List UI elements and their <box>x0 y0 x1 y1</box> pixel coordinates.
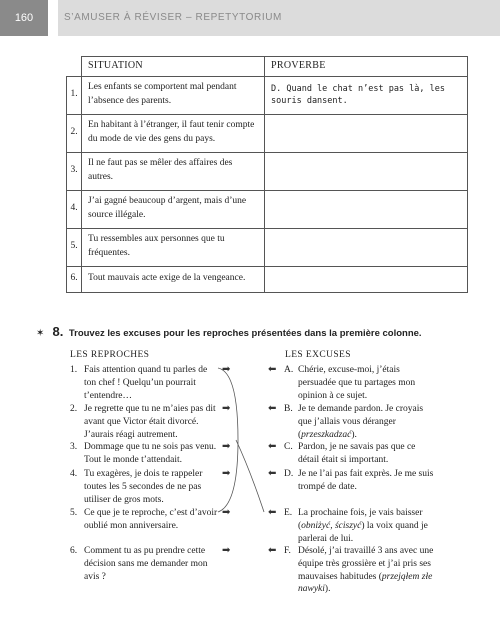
reproche-number: 2. <box>70 404 78 414</box>
proverbe-answer[interactable]: D. Quand le chat n’est pas là, les souris dansent. <box>265 76 468 114</box>
exercise-number: 8. <box>52 324 64 339</box>
excuse-item <box>284 441 434 467</box>
situation-cell: Tu ressembles aux personnes que tu fréquentes. <box>82 228 265 266</box>
excuse-text <box>298 403 434 441</box>
row-number: 4. <box>67 190 82 228</box>
arrow-right-icon: ➡ <box>222 545 231 556</box>
excuse-item <box>284 545 434 596</box>
exercise-instruction: Trouvez les excuses pour les reproches présentées dans la première colonne. <box>68 328 422 339</box>
running-title: S’AMUSER À RÉVISER – REPETYTORIUM <box>58 0 500 36</box>
excuse-text: Chérie, excuse-moi, j’étais persuadée que tu partages mon opinion à ce sujet. <box>298 365 416 401</box>
excuse-item <box>284 403 434 441</box>
excuse-letter: A. <box>284 365 294 375</box>
col-proverbe-header: PROVERBE <box>265 57 468 77</box>
reproche-number: 4. <box>70 469 78 479</box>
reproche-text: Fais attention quand tu parles de ton chef ! Quelqu’un pourrait t’entendre… <box>84 365 208 401</box>
arrow-right-icon: ➡ <box>222 403 231 414</box>
excuse-item <box>284 468 434 494</box>
connection-line-5-e <box>236 440 264 512</box>
situation-cell: Il ne faut pas se mêler des affaires des autres. <box>82 152 265 190</box>
reproche-text: Ce que je te reproche, c’est d’avoir oublié mon anniversaire. <box>84 508 218 531</box>
col-excuses-header: LES EXCUSES <box>285 350 351 360</box>
reproche-item <box>70 441 220 467</box>
excuse-text-part: Désolé, j’ai travaillé 3 ans avec une équipe très grossière et j’ai pris ses mauvaises habitudes ( <box>298 546 434 582</box>
arrow-left-icon: ⬅ <box>268 468 277 479</box>
polish-gloss: przeszkadzać <box>301 429 352 440</box>
arrow-left-icon: ⬅ <box>268 441 277 452</box>
excuse-text <box>298 507 434 545</box>
row-number: 2. <box>67 114 82 152</box>
row-number: 3. <box>67 152 82 190</box>
excuse-text: Je ne l’ai pas fait exprès. Je me suis trompé de date. <box>298 469 434 492</box>
arrow-left-icon: ⬅ <box>268 403 277 414</box>
reproche-number: 5. <box>70 508 78 518</box>
polish-gloss: obniżyć, ściszyć <box>301 520 362 531</box>
reproche-item <box>70 507 220 533</box>
situation-cell: J’ai gagné beaucoup d’argent, mais d’une source illégale. <box>82 190 265 228</box>
situation-cell: En habitant à l’étranger, il faut tenir compte du mode de vie des gens du pays. <box>82 114 265 152</box>
reproche-number: 6. <box>70 546 78 556</box>
row-number: 6. <box>67 266 82 292</box>
excuse-letter: D. <box>284 469 294 479</box>
arrow-left-icon: ⬅ <box>268 545 277 556</box>
arrow-right-icon: ➡ <box>222 507 231 518</box>
excuse-text-part: La prochaine fois, je vais baisser ( <box>298 508 423 531</box>
reproche-text: Tu exagères, je dois te rappeler toutes les 5 secondes de ne pas utiliser de gros mots. <box>84 469 203 505</box>
reproche-item <box>70 545 220 583</box>
connection-line-1-d <box>218 368 238 512</box>
situation-cell: Tout mauvais acte exige de la vengeance. <box>82 266 265 292</box>
excuse-letter: C. <box>284 442 293 452</box>
reproche-text: Comment tu as pu prendre cette décision sans me demander mon avis ? <box>84 546 208 582</box>
excuse-letter: F. <box>284 546 291 556</box>
excuse-text: Pardon, je ne savais pas que ce détail était si important. <box>298 442 416 465</box>
arrow-left-icon: ⬅ <box>268 507 277 518</box>
reproche-number: 1. <box>70 365 78 375</box>
excuse-item <box>284 507 434 545</box>
polish-gloss: przejąłem złe nawyki <box>298 571 433 595</box>
star-icon: ✶ <box>36 328 45 339</box>
excuse-letter: B. <box>284 404 293 414</box>
arrow-left-icon: ⬅ <box>268 364 277 375</box>
col-reproches-header: LES REPROCHES <box>70 350 150 360</box>
arrow-right-icon: ➡ <box>222 364 231 375</box>
situation-cell: Les enfants se comportent mal pendant l’absence des parents. <box>82 76 265 114</box>
excuse-letter: E. <box>284 508 293 518</box>
reproche-item <box>70 468 220 506</box>
excuse-text-part: ) la voix quand je parlerai de lui. <box>298 520 428 544</box>
reproche-item <box>70 364 220 402</box>
excuse-text-part: ). <box>351 429 357 440</box>
row-number: 5. <box>67 228 82 266</box>
row-number: 1. <box>67 76 82 114</box>
excuse-text-part: Je te demande pardon. Je croyais que j’allais vous déranger ( <box>298 404 424 440</box>
excuse-text-part: ). <box>324 584 331 595</box>
reproche-number: 3. <box>70 442 78 452</box>
excuse-item <box>284 364 434 402</box>
excuse-text <box>298 545 434 596</box>
col-situation-header: SITUATION <box>82 57 265 77</box>
page-number: 160 <box>0 0 48 36</box>
reproche-text: Dommage que tu ne sois pas venu. Tout le monde t’attendait. <box>84 442 217 465</box>
arrow-right-icon: ➡ <box>222 441 231 452</box>
arrow-right-icon: ➡ <box>222 468 231 479</box>
reproche-text: Je regrette que tu ne m’aies pas dit avant que Victor était divorcé. J’aurais réagi autrement. <box>84 404 216 440</box>
reproche-item <box>70 403 220 441</box>
